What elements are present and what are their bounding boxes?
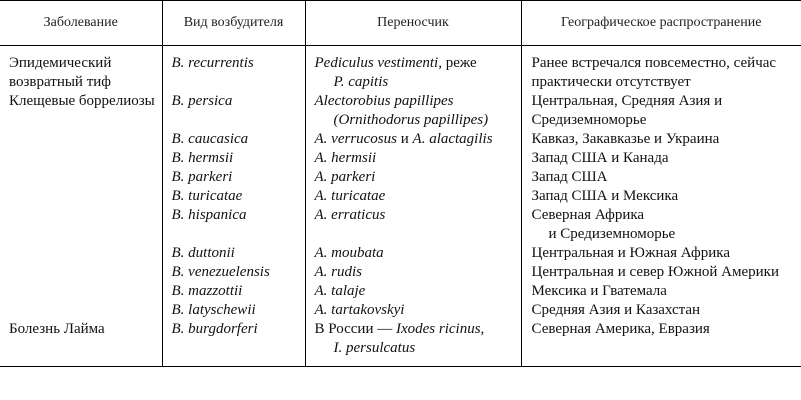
vector-species: Pediculus vestimenti, — [314, 55, 442, 71]
vector-cell — [305, 92, 521, 130]
vector-cell: A. rudis — [305, 263, 521, 282]
table-row — [0, 263, 801, 282]
pathogen-cell: B. duttonii — [162, 244, 305, 263]
vector-connector: реже — [441, 55, 477, 71]
pathogen-cell: B. turicatae — [162, 187, 305, 206]
vector-species: Ixodes ricinus, — [395, 321, 485, 337]
disease-cell — [0, 130, 162, 149]
disease-cell — [0, 263, 162, 282]
vector-cell: A. hermsii — [305, 149, 521, 168]
pathogen-cell: B. hispanica — [162, 206, 305, 244]
vector-cell: A. moubata — [305, 244, 521, 263]
distribution-line: и Средиземноморье — [548, 226, 676, 242]
vector-species: A. alactagilis — [412, 131, 493, 147]
table-row — [0, 206, 801, 244]
pathogen-cell: B. burgdorferi — [162, 320, 305, 367]
header-vector: Переносчик — [305, 1, 521, 46]
disease-cell: Эпидемический возвратный тиф — [9, 55, 112, 90]
disease-cell — [0, 244, 162, 263]
pathogen-cell: B. mazzottii — [162, 282, 305, 301]
disease-cell — [0, 301, 162, 320]
table-row — [0, 92, 801, 130]
vector-cell: A. erraticus — [305, 206, 521, 244]
vector-cell: A. talaje — [305, 282, 521, 301]
pathogen-cell: B. caucasica — [162, 130, 305, 149]
distribution-cell: Центральная и север Южной Америки — [521, 263, 801, 282]
pathogen-cell: B. parkeri — [162, 168, 305, 187]
disease-cell — [0, 168, 162, 187]
vector-species: I. persulcatus — [333, 340, 416, 356]
disease-cell — [0, 149, 162, 168]
disease-cell — [0, 282, 162, 301]
vector-cell: A. turicatae — [305, 187, 521, 206]
distribution-cell: Средняя Азия и Казахстан — [521, 301, 801, 320]
distribution-cell: Центральная, Средняя Азия и Средиземноморье — [521, 92, 801, 130]
pathogen-cell: B. recurrentis — [162, 46, 305, 93]
distribution-cell: Запад США — [521, 168, 801, 187]
vector-species: P. capitis — [333, 74, 389, 90]
disease-cell: Клещевые боррелиозы — [9, 93, 155, 109]
table-row — [0, 187, 801, 206]
pathogen-cell: B. latyschewii — [162, 301, 305, 320]
distribution-line: Северная Африка — [531, 207, 645, 223]
header-disease: Заболевание — [0, 1, 162, 46]
table-row — [0, 282, 801, 301]
vector-species: (Ornithodorus papillipes) — [333, 112, 489, 128]
vector-cell — [305, 46, 521, 93]
vector-connector: В России — — [314, 321, 396, 337]
vector-connector: и — [397, 131, 413, 147]
vector-cell — [305, 130, 521, 149]
disease-cell — [0, 187, 162, 206]
vector-cell — [305, 320, 521, 367]
distribution-cell: Ранее встречался повсеместно, сейчас практически отсутствует — [521, 46, 801, 93]
distribution-cell: Кавказ, Закавказье и Украина — [521, 130, 801, 149]
distribution-cell — [521, 206, 801, 244]
distribution-cell: Мексика и Гватемала — [521, 282, 801, 301]
header-distribution: Географическое распространение — [521, 1, 801, 46]
disease-cell — [0, 206, 162, 244]
vector-cell: A. tartakovskyi — [305, 301, 521, 320]
table-row — [0, 168, 801, 187]
pathogen-cell: B. persica — [162, 92, 305, 130]
table-row — [0, 244, 801, 263]
distribution-cell: Запад США и Мексика — [521, 187, 801, 206]
distribution-cell: Запад США и Канада — [521, 149, 801, 168]
table-row — [0, 301, 801, 320]
header-pathogen: Вид возбудителя — [162, 1, 305, 46]
pathogen-cell: B. venezuelensis — [162, 263, 305, 282]
table-row — [0, 130, 801, 149]
table-row — [0, 320, 801, 367]
vector-species: A. verrucosus — [314, 131, 397, 147]
distribution-cell: Центральная и Южная Африка — [521, 244, 801, 263]
table-row — [0, 149, 801, 168]
header-row — [0, 1, 801, 46]
distribution-cell: Северная Америка, Евразия — [521, 320, 801, 367]
vector-cell: A. parkeri — [305, 168, 521, 187]
vector-species: Alectorobius papillipes — [314, 93, 454, 109]
pathogen-cell: B. hermsii — [162, 149, 305, 168]
table-row — [0, 46, 801, 93]
disease-cell: Болезнь Лайма — [0, 320, 162, 367]
